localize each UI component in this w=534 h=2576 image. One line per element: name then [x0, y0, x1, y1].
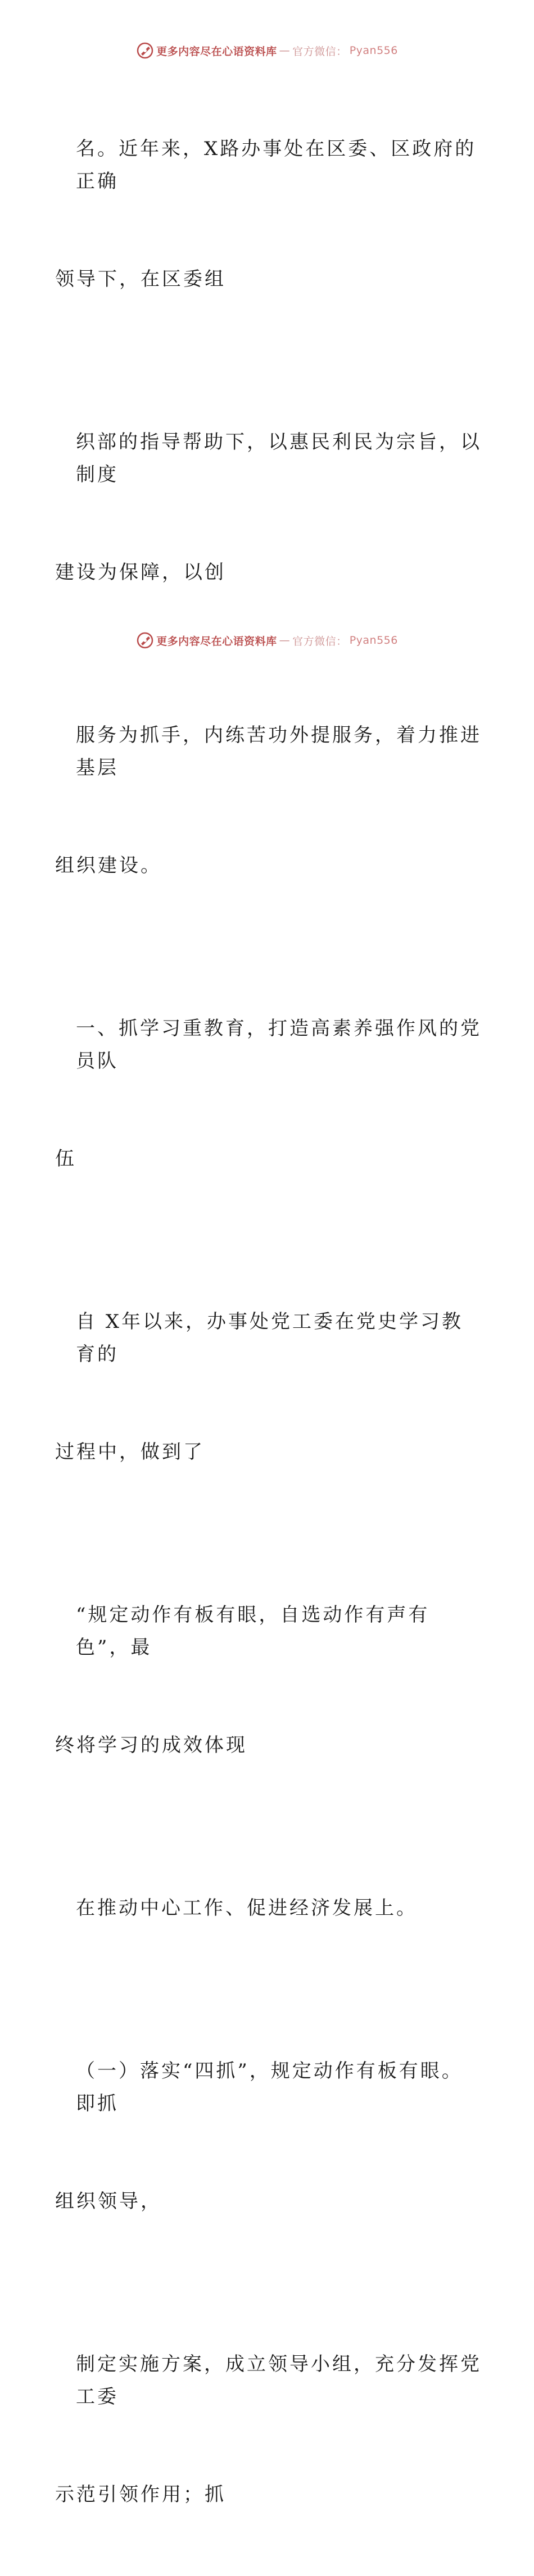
paragraph-line: 过程中，做到了: [55, 1441, 205, 1463]
paragraph-line: 示范引领作用；抓: [55, 2483, 226, 2506]
watermark-separator: —: [279, 44, 291, 57]
watermark-wechat-id: Pyan556: [349, 44, 398, 57]
paragraph-line: 自 X年以来，办事处党工委在党史学习教育的: [76, 1310, 464, 1366]
watermark-wechat-label: 官方微信：: [292, 45, 347, 58]
watermark-wechat-id: Pyan556: [349, 634, 398, 647]
paragraph: [55, 947, 482, 1240]
footer-watermark: [0, 631, 534, 649]
pen-logo-icon: [136, 42, 154, 60]
paragraph: [55, 67, 482, 361]
paragraph-line: 在推动中心工作、促进经济发展上。: [76, 1897, 418, 1919]
paragraph: [55, 1827, 482, 1990]
paragraph-line: 领导下，在区委组: [55, 268, 226, 290]
paragraph-line: 组织领导，: [55, 2190, 162, 2213]
paragraph: [55, 2283, 482, 2576]
paragraph-line: 伍: [55, 1148, 76, 1170]
paragraph-line: 一、抓学习重教育，打造高素养强作风的党员队: [76, 1017, 482, 1072]
paragraph-line: 终将学习的成效体现: [55, 1734, 247, 1756]
watermark-separator: —: [279, 634, 291, 647]
paragraph-line: 建设为保障，以创: [55, 561, 226, 584]
header-watermark: [0, 42, 534, 60]
watermark-brand: 更多内容尽在心语资料库: [156, 635, 277, 648]
paragraph-line: 服务为抓手，内练苦功外提服务，着力推进基层: [76, 724, 482, 779]
pen-logo-icon: [136, 631, 154, 649]
paragraph: [55, 1240, 482, 1533]
paragraph: [55, 361, 482, 654]
paragraph-line: 名。近年来，X路办事处在区委、区政府的正确: [76, 138, 477, 193]
watermark-brand: 更多内容尽在心语资料库: [156, 45, 277, 58]
document-body: [55, 67, 482, 2576]
paragraph: [55, 654, 482, 947]
paragraph-line: “规定动作有板有眼，自选动作有声有色”，最: [76, 1604, 430, 1659]
paragraph-line: 织部的指导帮助下，以惠民利民为宗旨，以制度: [76, 431, 482, 486]
watermark-wechat-label: 官方微信：: [292, 635, 347, 648]
paragraph: [55, 1990, 482, 2283]
paragraph: [55, 1533, 482, 1827]
paragraph-line: 制定实施方案，成立领导小组，充分发挥党工委: [76, 2353, 482, 2408]
paragraph-line: （一）落实“四抓”，规定动作有板有眼。即抓: [76, 2060, 463, 2115]
paragraph-line: 组织建设。: [55, 854, 162, 877]
